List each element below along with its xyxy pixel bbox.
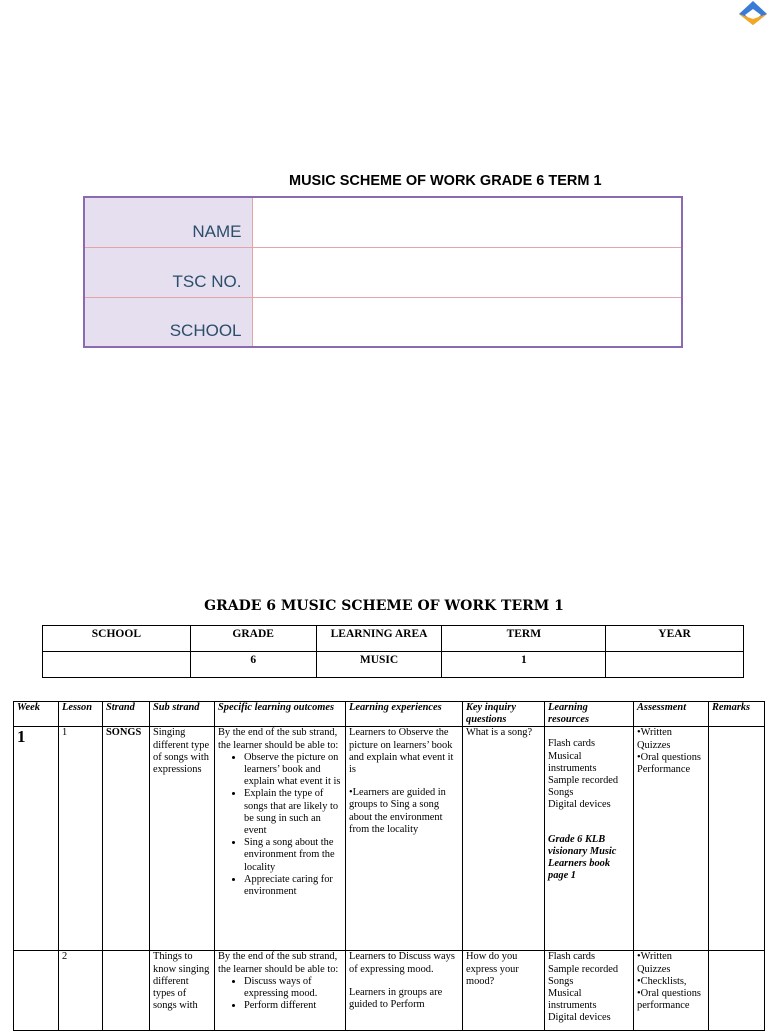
tsc-label: TSC NO. xyxy=(84,247,252,297)
experiences-cell xyxy=(346,951,463,1031)
outcome-item: • Discuss ways of expressing mood. xyxy=(244,976,342,1000)
school-field[interactable] xyxy=(252,297,682,347)
experience-item: •Learners are guided in groups to Sing a song about the environment from the locality xyxy=(349,787,446,835)
assessment-item: •Oral questions xyxy=(637,751,701,763)
experience-item: Learners in groups are guided to Perform xyxy=(349,986,443,1011)
school-label: SCHOOL xyxy=(84,297,252,347)
scheme-of-work-table xyxy=(13,701,765,1031)
experiences-cell xyxy=(346,727,463,951)
outcomes-list xyxy=(218,752,342,898)
tsc-row xyxy=(84,247,682,297)
header-value-term: 1 xyxy=(442,652,606,678)
resource-item: Musical instruments xyxy=(548,750,597,774)
col-strand: Strand xyxy=(103,702,150,727)
outcomes-cell xyxy=(215,951,346,1031)
cover-title: MUSIC SCHEME OF WORK GRADE 6 TERM 1 xyxy=(289,173,602,189)
school-row xyxy=(84,297,682,347)
scheme-header-table xyxy=(42,625,744,678)
header-value-area: MUSIC xyxy=(316,652,442,678)
tsc-field[interactable] xyxy=(252,247,682,297)
col-assessment: Assessment xyxy=(634,702,709,727)
assessment-item: performance xyxy=(637,1000,690,1012)
questions-cell: What is a song? xyxy=(463,727,545,951)
teacher-details-table xyxy=(83,196,683,348)
outcomes-cell xyxy=(215,727,346,951)
col-week: Week xyxy=(14,702,59,727)
resource-item: Flash cards xyxy=(548,738,596,750)
resource-item: Sample recorded Songs xyxy=(548,963,619,987)
header-label-grade: GRADE xyxy=(190,626,316,652)
remarks-cell xyxy=(709,951,765,1031)
col-lesson: Lesson xyxy=(59,702,103,727)
col-remarks: Remarks xyxy=(709,702,765,727)
lesson-cell: 2 xyxy=(59,951,103,1031)
assessment-item: •Written Quizzes xyxy=(637,727,672,751)
outcome-item: • Observe the picture on learners’ book and explain what event it is xyxy=(244,752,342,789)
resource-item: Digital devices xyxy=(548,799,611,811)
assessment-item: •Oral questions xyxy=(637,988,701,1000)
header-label-school: SCHOOL xyxy=(43,626,191,652)
resources-cell xyxy=(545,727,634,951)
assessment-cell xyxy=(634,951,709,1031)
col-sub-strand: Sub strand xyxy=(150,702,215,727)
outcome-item: • Explain the type of songs that are likely to be sung in such an event xyxy=(244,788,342,837)
col-outcomes: Specific learning outcomes xyxy=(215,702,346,727)
strand-cell: SONGS xyxy=(103,727,150,951)
resource-item: Sample recorded Songs xyxy=(548,775,619,799)
resource-item: Flash cards xyxy=(548,951,596,963)
header-label-year: YEAR xyxy=(606,626,744,652)
table-row xyxy=(14,727,765,951)
experience-item: Learners to Observe the picture on learners’ book and explain what event it is xyxy=(349,727,454,776)
sub-strand-cell: Things to know singing different types of songs with xyxy=(150,951,215,1031)
col-experiences: Learning experiences xyxy=(346,702,463,727)
week-cell xyxy=(14,951,59,1031)
col-questions: Key inquiry questions xyxy=(463,702,545,727)
header-label-area: LEARNING AREA xyxy=(316,626,442,652)
outcomes-intro: By the end of the sub strand, the learner should be able to: xyxy=(218,727,339,751)
header-value-year xyxy=(606,652,744,678)
resources-cell xyxy=(545,951,634,1031)
name-label: NAME xyxy=(84,197,252,247)
outcomes-intro: By the end of the sub strand, the learner should be able to: xyxy=(218,951,339,975)
lesson-cell: 1 xyxy=(59,727,103,951)
table-row xyxy=(14,951,765,1031)
name-field[interactable] xyxy=(252,197,682,247)
resource-item: Musical instruments xyxy=(548,988,597,1012)
assessment-item: Performance xyxy=(637,764,691,776)
name-row xyxy=(84,197,682,247)
week-cell: 1 xyxy=(14,727,59,951)
outcome-item: • Appreciate caring for environment xyxy=(244,874,342,898)
outcomes-list xyxy=(218,976,342,1013)
remarks-cell xyxy=(709,727,765,951)
diamond-logo-icon xyxy=(736,0,768,26)
scheme-title: GRADE 6 MUSIC SCHEME OF WORK TERM 1 xyxy=(204,598,564,614)
table-header-row xyxy=(14,702,765,727)
assessment-cell xyxy=(634,727,709,951)
sub-strand-cell: Singing different type of songs with expressions xyxy=(150,727,215,951)
outcome-item: • Sing a song about the environment from the locality xyxy=(244,837,342,874)
header-value-grade: 6 xyxy=(190,652,316,678)
assessment-item: •Written Quizzes xyxy=(637,951,672,975)
outcome-item: • Perform different xyxy=(244,1000,342,1012)
header-label-term: TERM xyxy=(442,626,606,652)
assessment-item: •Checklists, xyxy=(637,975,687,987)
textbook-reference: Grade 6 KLB visionary Music Learners book page 1 xyxy=(548,833,617,882)
questions-cell: How do you express your mood? xyxy=(463,951,545,1031)
experience-item: Learners to Discuss ways of expressing mood. xyxy=(349,951,455,975)
col-resources: Learning resources xyxy=(545,702,634,727)
strand-cell xyxy=(103,951,150,1031)
header-value-school xyxy=(43,652,191,678)
resource-item: Digital devices xyxy=(548,1012,611,1024)
